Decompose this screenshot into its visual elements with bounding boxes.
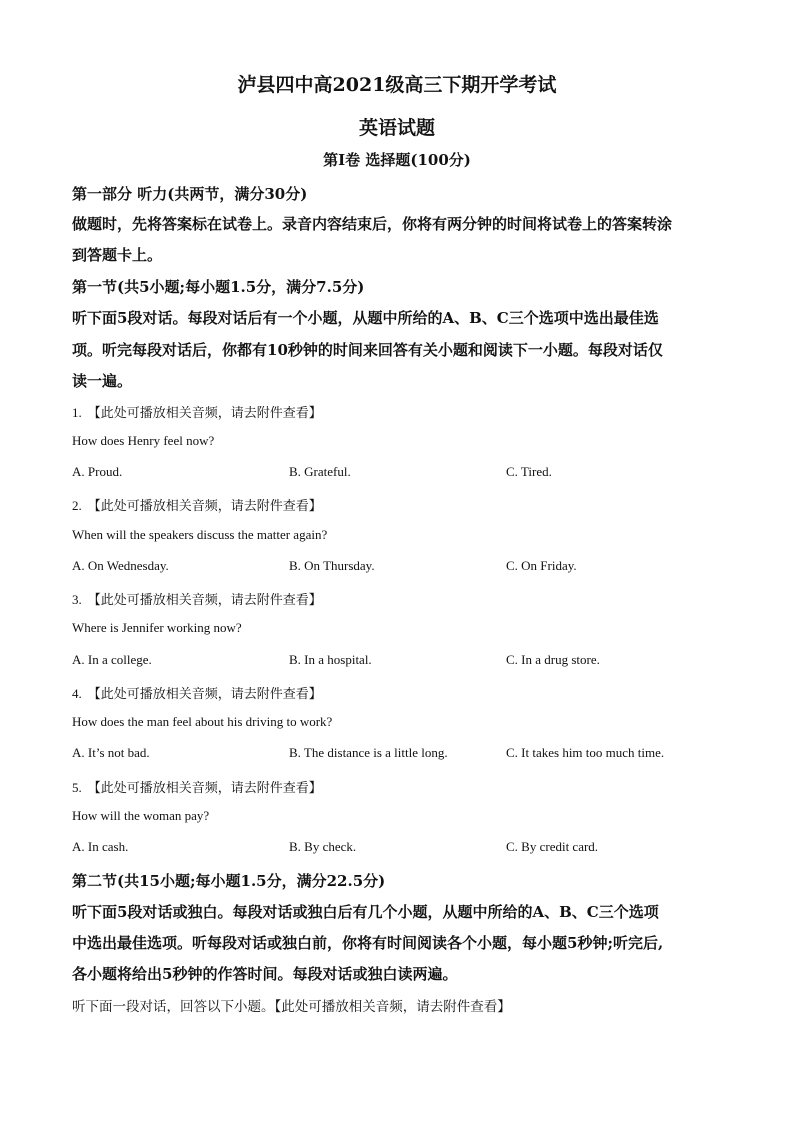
part1-heading: 第一部分 听力(共两节，满分30分) xyxy=(72,185,308,203)
option-a[interactable]: A. On Wednesday. xyxy=(72,558,169,573)
option-c[interactable]: C. By credit card. xyxy=(506,839,599,854)
option-a[interactable]: A. In cash. xyxy=(72,839,129,854)
option-a[interactable]: A. It’s not bad. xyxy=(72,745,150,760)
option-b[interactable]: B. On Thursday. xyxy=(289,558,375,573)
question-text: How does Henry feel now? xyxy=(72,433,215,448)
listen-instruction[interactable]: 听下面一段对话，回答以下小题。【此处可播放相关音频，请去附件查看】 xyxy=(72,999,511,1015)
question-number: 4. xyxy=(72,686,82,701)
option-c[interactable]: C. On Friday. xyxy=(506,558,577,573)
section1-instruction-line3: 读一遍。 xyxy=(72,372,133,390)
option-b[interactable]: B. In a hospital. xyxy=(289,652,372,667)
exam-title: 泸县四中高2021级高三下期开学考试 xyxy=(237,74,557,96)
audio-note: 【此处可播放相关音频，请去附件查看】 xyxy=(87,781,322,796)
question-audio-placeholder[interactable] xyxy=(72,777,322,796)
option-b[interactable]: B. The distance is a little long. xyxy=(289,745,448,760)
question-text: How does the man feel about his driving to work? xyxy=(72,714,333,729)
section2-instruction-line1: 听下面5段对话或独白。每段对话或独白后有几个小题，从题中所给的A、B、C三个选项 xyxy=(72,903,659,921)
audio-note: 【此处可播放相关音频，请去附件查看】 xyxy=(87,593,322,608)
section1-heading: 第一节(共5小题;每小题1.5分，满分7.5分) xyxy=(72,278,365,296)
option-b[interactable]: B. Grateful. xyxy=(289,464,351,479)
part1-instruction-line1: 做题时，先将答案标在试卷上。录音内容结束后，你将有两分钟的时间将试卷上的答案转涂 xyxy=(72,215,673,233)
question-audio-placeholder[interactable] xyxy=(72,683,322,702)
section1-instruction-line1: 听下面5段对话。每段对话后有一个小题，从题中所给的A、B、C三个选项中选出最佳选 xyxy=(72,309,659,327)
section2-instruction-line2: 中选出最佳选项。听每段对话或独白前，你将有时间阅读各个小题，每小题5秒钟;听完后, xyxy=(72,934,664,952)
question-audio-placeholder[interactable] xyxy=(72,589,322,608)
option-a[interactable]: A. In a college. xyxy=(72,652,152,667)
question-number: 3. xyxy=(72,592,82,607)
section2-heading: 第二节(共15小题;每小题1.5分，满分22.5分) xyxy=(72,872,386,890)
question-audio-placeholder[interactable] xyxy=(72,402,322,421)
audio-note: 【此处可播放相关音频，请去附件查看】 xyxy=(87,687,322,702)
audio-note: 【此处可播放相关音频，请去附件查看】 xyxy=(87,499,322,514)
question-text: Where is Jennifer working now? xyxy=(72,620,242,635)
option-b[interactable]: B. By check. xyxy=(289,839,357,854)
question-text: How will the woman pay? xyxy=(72,808,210,823)
question-number: 1. xyxy=(72,405,82,420)
subject-title: 英语试题 xyxy=(358,117,435,139)
option-a[interactable]: A. Proud. xyxy=(72,464,123,479)
question-number: 5. xyxy=(72,780,82,795)
option-c[interactable]: C. In a drug store. xyxy=(506,652,600,667)
question-audio-placeholder[interactable] xyxy=(72,495,322,514)
volume-title: 第I卷 选择题(100分) xyxy=(323,151,471,169)
question-number: 2. xyxy=(72,498,82,513)
question-text: When will the speakers discuss the matter again? xyxy=(72,527,328,542)
section2-instruction-line3: 各小题将给出5秒钟的作答时间。每段对话或独白读两遍。 xyxy=(72,965,458,983)
audio-note: 【此处可播放相关音频，请去附件查看】 xyxy=(87,406,322,421)
option-c[interactable]: C. Tired. xyxy=(506,464,552,479)
part1-instruction-line2: 到答题卡上。 xyxy=(72,246,163,264)
option-c[interactable]: C. It takes him too much time. xyxy=(506,745,665,760)
section1-instruction-line2: 项。听完每段对话后，你都有10秒钟的时间来回答有关小题和阅读下一小题。每段对话仅 xyxy=(72,341,663,359)
